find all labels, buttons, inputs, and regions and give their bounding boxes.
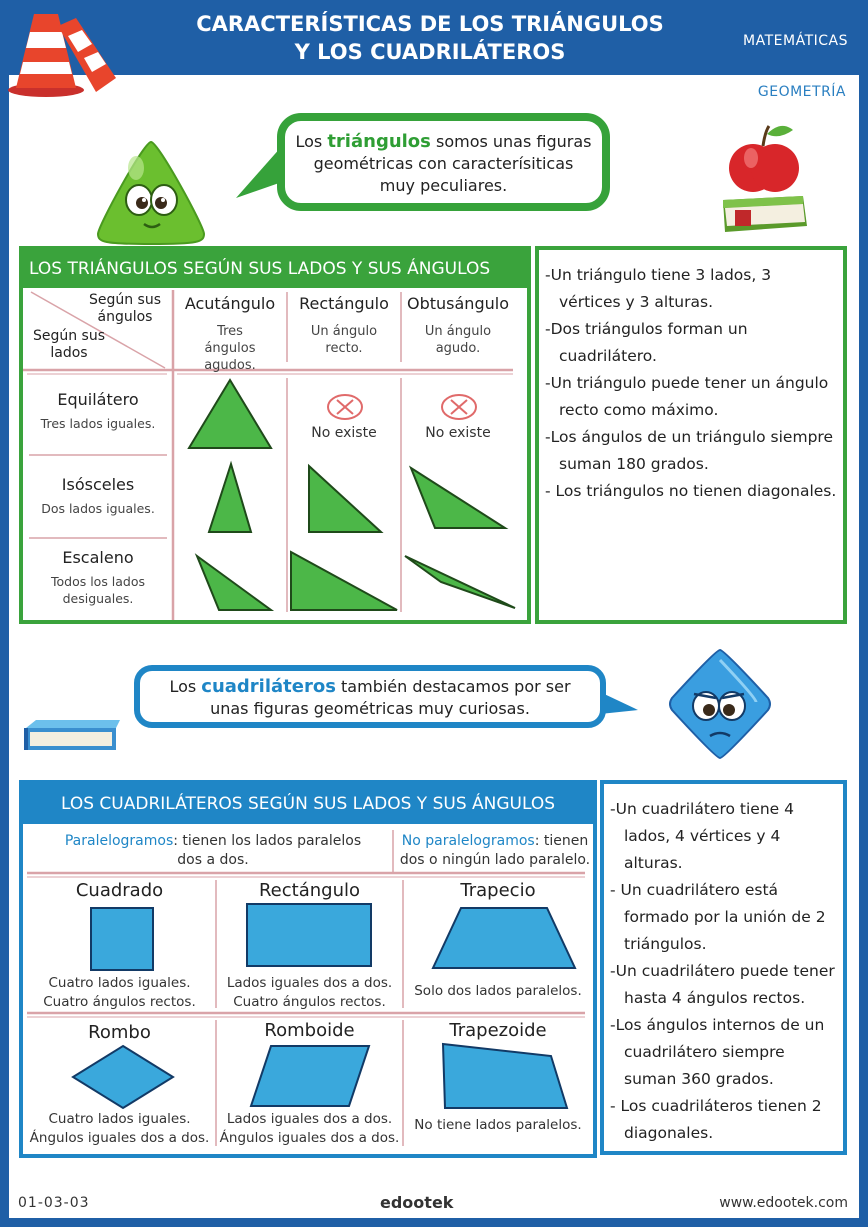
triangle-isosceles-obtusangulo bbox=[409, 464, 509, 532]
shape-desc-line: Lados iguales dos a dos. bbox=[226, 1111, 393, 1127]
shape-desc-rombo bbox=[23, 1110, 216, 1148]
shape-desc-romboide bbox=[216, 1110, 403, 1148]
column-desc: Un ángulo agudo. bbox=[424, 324, 492, 356]
paralelogramos-key: Paralelogramos bbox=[64, 833, 174, 849]
document-code: 01-03-03 bbox=[18, 1195, 90, 1211]
no-paralelogramos-key: No paralelogramos bbox=[401, 833, 535, 849]
column-header-rectangulo bbox=[287, 294, 401, 357]
shape-name-cuadrado: Cuadrado bbox=[75, 880, 164, 901]
triangle-isosceles-rectangulo bbox=[305, 462, 385, 536]
row-header-escaleno bbox=[29, 548, 167, 607]
quad-fact: -Un cuadrilátero tiene 4 lados, 4 vértices y 4 alturas. bbox=[610, 800, 794, 872]
shape-trapezoide bbox=[439, 1042, 571, 1110]
shape-desc-line: Ángulos iguales dos a dos. bbox=[29, 1130, 210, 1146]
quad-facts-box bbox=[600, 780, 847, 1155]
row-header-isosceles bbox=[29, 475, 167, 517]
blue-book-icon bbox=[22, 718, 120, 758]
shape-romboide bbox=[249, 1044, 373, 1108]
triangle-fact: -Los ángulos de un triángulo siempre suman 180 grados. bbox=[545, 428, 833, 473]
bubble-tail-quads bbox=[600, 690, 640, 720]
bubble-text-post: somos unas figuras geométricas con caracterísiticas muy peculiares. bbox=[313, 132, 592, 195]
row-name: Isósceles bbox=[61, 475, 135, 494]
blue-rhombus-mascot-icon bbox=[664, 646, 776, 762]
triangle-table-heading: LOS TRIÁNGULOS SEGÚN SUS LADOS Y SUS ÁNGULOS bbox=[23, 250, 527, 288]
shape-desc-line: Cuatro lados iguales. bbox=[48, 975, 191, 991]
quad-table-heading: LOS CUADRILÁTEROS SEGÚN SUS LADOS Y SUS ÁNGULOS bbox=[23, 784, 593, 824]
triangle-classification-table bbox=[19, 246, 531, 624]
shape-name-trapecio: Trapecio bbox=[460, 880, 536, 901]
shape-trapecio bbox=[431, 906, 577, 970]
bubble-text-post: también destacamos por ser unas figuras geométricas muy curiosas. bbox=[210, 677, 571, 718]
triangle-escaleno-obtusangulo bbox=[403, 552, 519, 612]
shape-desc-line: Solo dos lados paralelos. bbox=[414, 983, 582, 999]
title-line-2: Y LOS CUADRILÁTEROS bbox=[294, 40, 566, 64]
shape-desc-line: Lados iguales dos a dos. bbox=[226, 975, 393, 991]
shape-name-romboide: Romboide bbox=[264, 1020, 355, 1041]
triangle-escaleno-acutangulo bbox=[191, 552, 275, 614]
column-desc: Tres ángulos agudos. bbox=[204, 324, 256, 373]
row-header-equilatero bbox=[29, 390, 167, 432]
row-desc: Todos los lados desiguales. bbox=[50, 574, 146, 606]
column-header-obtusangulo bbox=[401, 294, 515, 357]
section-label: GEOMETRÍA bbox=[757, 84, 846, 100]
bubble-text-pre: Los bbox=[295, 132, 328, 151]
shape-cuadrado bbox=[89, 906, 157, 972]
shape-desc-trapezoide bbox=[403, 1116, 593, 1135]
shape-desc-line: Cuatro lados iguales. bbox=[48, 1111, 191, 1127]
shape-name-rombo: Rombo bbox=[88, 1022, 151, 1043]
shape-desc-line: Cuatro ángulos rectos. bbox=[43, 994, 196, 1010]
triangle-fact: - Los triángulos no tienen diagonales. bbox=[545, 482, 837, 500]
no-symbol-icon bbox=[325, 392, 365, 422]
website-link[interactable]: www.edootek.com bbox=[719, 1195, 848, 1211]
column-name: Obtusángulo bbox=[407, 294, 509, 313]
speech-bubble-quads bbox=[134, 665, 606, 728]
quad-fact: -Un cuadrilátero puede tener hasta 4 ángulos rectos. bbox=[610, 962, 835, 1007]
quad-fact: - Los cuadriláteros tienen 2 diagonales. bbox=[610, 1097, 822, 1142]
quad-fact: -Los ángulos internos de un cuadrilátero siempre suman 360 grados. bbox=[610, 1016, 825, 1088]
shape-desc-trapecio bbox=[403, 982, 593, 1001]
column-header-acutangulo bbox=[173, 294, 287, 374]
green-triangle-mascot-icon bbox=[92, 138, 210, 246]
apple-on-book-icon bbox=[715, 118, 811, 236]
no-existe-label-rectangulo: No existe bbox=[311, 425, 377, 441]
paralelogramos-desc: : tienen los lados paralelos dos a dos. bbox=[173, 833, 362, 868]
no-symbol-icon bbox=[439, 392, 479, 422]
title-line-1: CARACTERÍSTICAS DE LOS TRIÁNGULOS bbox=[196, 12, 664, 36]
corner-label-sides: Según sus lados bbox=[32, 328, 106, 361]
speech-bubble-triangles bbox=[277, 113, 610, 211]
quad-fact: - Un cuadrilátero está formado por la unión de 2 triángulos. bbox=[610, 881, 826, 953]
shape-desc-line: Cuatro ángulos rectos. bbox=[233, 994, 386, 1010]
edootek-logo: edootek bbox=[380, 1193, 454, 1212]
page-title bbox=[130, 10, 730, 66]
shape-desc-line: No tiene lados paralelos. bbox=[414, 1117, 582, 1133]
shape-rectangulo bbox=[245, 902, 375, 970]
no-paralelogramos-desc: : tienen dos o ningún lado paralelo. bbox=[399, 833, 591, 868]
header-bar bbox=[0, 0, 868, 75]
traffic-cones-icon bbox=[6, 6, 126, 98]
shape-desc-cuadrado bbox=[23, 974, 216, 1012]
row-desc: Dos lados iguales. bbox=[41, 501, 155, 516]
triangle-fact: -Un triángulo tiene 3 lados, 3 vértices y 3 alturas. bbox=[545, 266, 772, 311]
row-desc: Tres lados iguales. bbox=[40, 416, 156, 431]
bubble-text-pre: Los bbox=[169, 677, 202, 696]
triangle-fact: -Un triángulo puede tener un ángulo recto como máximo. bbox=[545, 374, 829, 419]
shape-desc-rectangulo bbox=[216, 974, 403, 1012]
column-name: Acutángulo bbox=[184, 294, 276, 313]
subject-label: MATEMÁTICAS bbox=[743, 33, 848, 49]
row-name: Equilátero bbox=[57, 390, 139, 409]
column-desc: Un ángulo recto. bbox=[310, 324, 378, 356]
corner-label-angles: Según sus ángulos bbox=[88, 292, 162, 325]
bubble-highlight-triangulos: triángulos bbox=[327, 131, 431, 152]
shape-desc-line: Ángulos iguales dos a dos. bbox=[219, 1130, 400, 1146]
quadrilateral-classification-table bbox=[19, 780, 597, 1158]
triangle-equilatero-acutangulo bbox=[185, 378, 275, 452]
shape-name-rectangulo: Rectángulo bbox=[258, 880, 360, 901]
shape-name-trapezoide: Trapezoide bbox=[449, 1020, 547, 1041]
no-paralelogramos-note bbox=[395, 832, 595, 870]
triangle-isosceles-acutangulo bbox=[205, 462, 255, 536]
column-name: Rectángulo bbox=[299, 294, 389, 313]
bubble-highlight-cuadrilateros: cuadriláteros bbox=[201, 676, 336, 697]
shape-rombo bbox=[71, 1044, 177, 1110]
paralelogramos-note bbox=[53, 832, 373, 870]
triangle-facts-box bbox=[535, 246, 847, 624]
triangle-escaleno-rectangulo bbox=[287, 548, 401, 614]
row-name: Escaleno bbox=[62, 548, 134, 567]
no-existe-label-obtusangulo: No existe bbox=[425, 425, 491, 441]
triangle-fact: -Dos triángulos forman un cuadrilátero. bbox=[545, 320, 748, 365]
